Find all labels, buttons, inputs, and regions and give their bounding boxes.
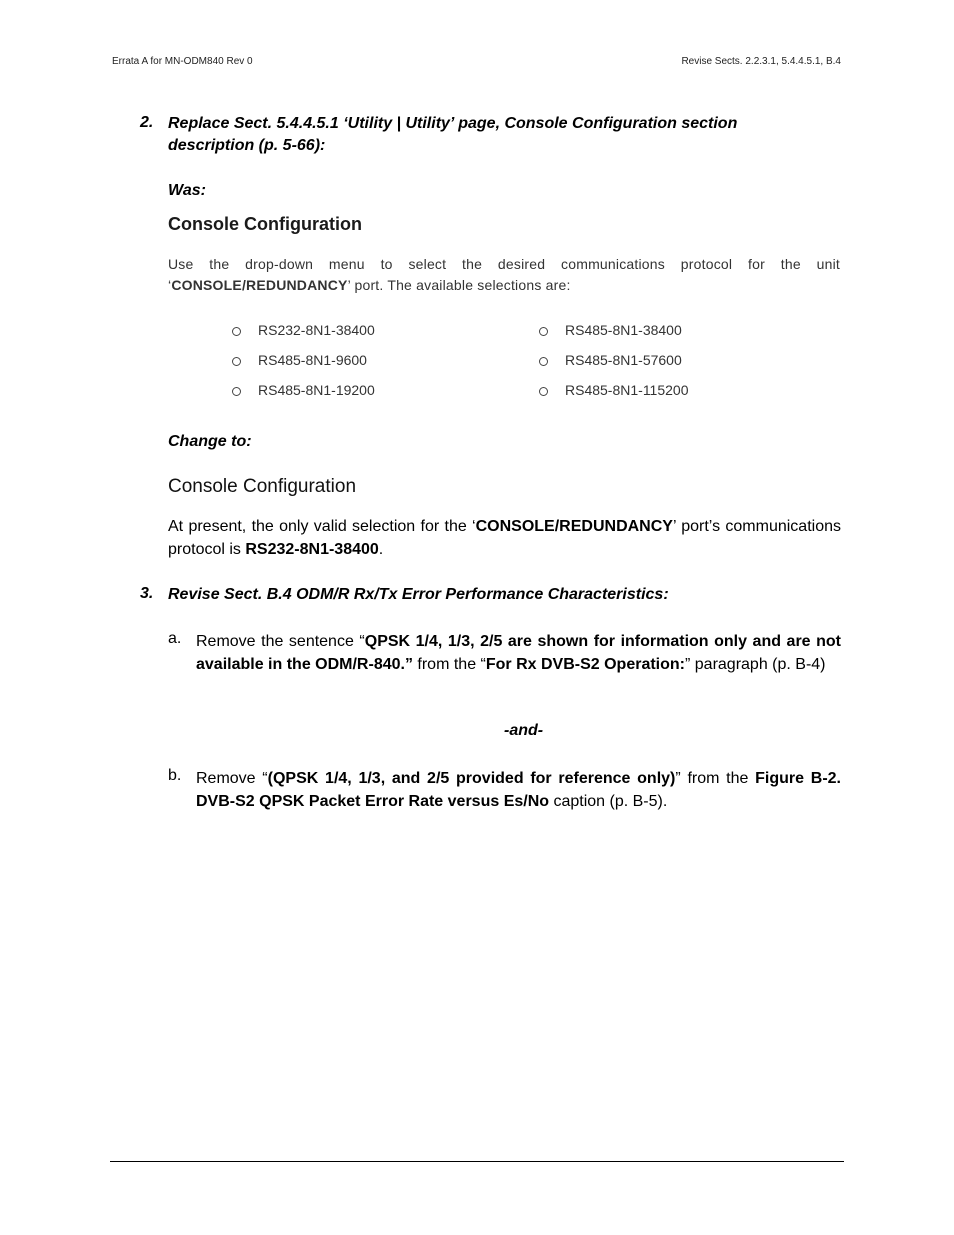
option-left-2: RS485-8N1-9600 (258, 352, 367, 368)
new-para-bold-2: RS232-8N1-38400 (245, 541, 379, 558)
sub-item-a-text (196, 630, 841, 676)
item-2-title (168, 113, 808, 157)
new-para-text-1: At present, the only valid selection for the ‘ (168, 518, 476, 535)
bullet-icon (232, 387, 241, 396)
sub-b-text-2: ” from the (675, 770, 756, 787)
was-para-text-2: ’ port. The available selections are: (347, 277, 571, 293)
sub-a-text-3: ” paragraph (p. B-4) (685, 656, 826, 673)
option-left-3: RS485-8N1-19200 (258, 382, 375, 398)
sub-b-text-3: caption (p. B-5). (549, 793, 668, 810)
bullet-icon (539, 357, 548, 366)
option-right-1: RS485-8N1-38400 (565, 322, 682, 338)
bullet-icon (539, 387, 548, 396)
footer-rule (110, 1161, 844, 1162)
option-left-1: RS232-8N1-38400 (258, 322, 375, 338)
sub-a-text-1: Remove the sentence “ (196, 633, 365, 650)
sub-item-b-letter: b. (168, 767, 182, 784)
bullet-icon (232, 327, 241, 336)
bullet-icon (232, 357, 241, 366)
item-2-number: 2. (140, 114, 154, 131)
new-heading: Console Configuration (168, 476, 357, 497)
sub-a-bold-2: For Rx DVB-S2 Operation: (485, 656, 685, 673)
was-label: Was: (168, 182, 206, 199)
new-para-bold-1: CONSOLE/REDUNDANCY (475, 518, 673, 535)
was-para-text-1: Use the drop-down menu to select the desired communications protocol for the unit ‘ (168, 256, 840, 293)
new-para-text-2: ’ port’s communications protocol is (168, 518, 841, 558)
item-3-number: 3. (140, 585, 154, 602)
was-heading: Console Configuration (168, 214, 362, 234)
and-separator: -and- (504, 722, 544, 739)
sub-item-a-letter: a. (168, 630, 182, 647)
was-paragraph (168, 254, 840, 296)
item-3-title: Revise Sect. B.4 ODM/R Rx/Tx Error Performance Characteristics: (168, 586, 669, 603)
option-right-3: RS485-8N1-115200 (565, 382, 689, 398)
option-right-2: RS485-8N1-57600 (565, 352, 682, 368)
header-right: Revise Sects. 2.2.3.1, 5.4.4.5.1, B.4 (681, 56, 841, 67)
sub-b-bold-1: (QPSK 1/4, 1/3, and 2/5 provided for reference only) (267, 770, 676, 787)
sub-b-text-1: Remove “ (196, 770, 268, 787)
sub-a-bold-1: QPSK 1/4, 1/3, 2/5 are shown for information only and are not available in the ODM/R-840.” (196, 633, 842, 673)
new-paragraph (168, 515, 841, 561)
item-2-title-line2: description (p. 5-66): (168, 137, 326, 154)
header-left: Errata A for MN-ODM840 Rev 0 (112, 56, 253, 67)
new-para-text-3: . (378, 541, 384, 558)
was-excerpt-image (168, 210, 844, 410)
bullet-icon (539, 327, 548, 336)
sub-item-b-text (196, 767, 841, 813)
sub-a-text-2: from the “ (412, 656, 486, 673)
sub-b-bold-2: Figure B-2. DVB-S2 QPSK Packet Error Rate versus Es/No (196, 770, 842, 810)
change-to-label: Change to: (168, 433, 252, 450)
was-para-bold: CONSOLE/REDUNDANCY (171, 277, 348, 293)
item-2-title-line1: Replace Sect. 5.4.4.5.1 ‘Utility | Utility’ page, Console Configuration section (168, 115, 738, 132)
